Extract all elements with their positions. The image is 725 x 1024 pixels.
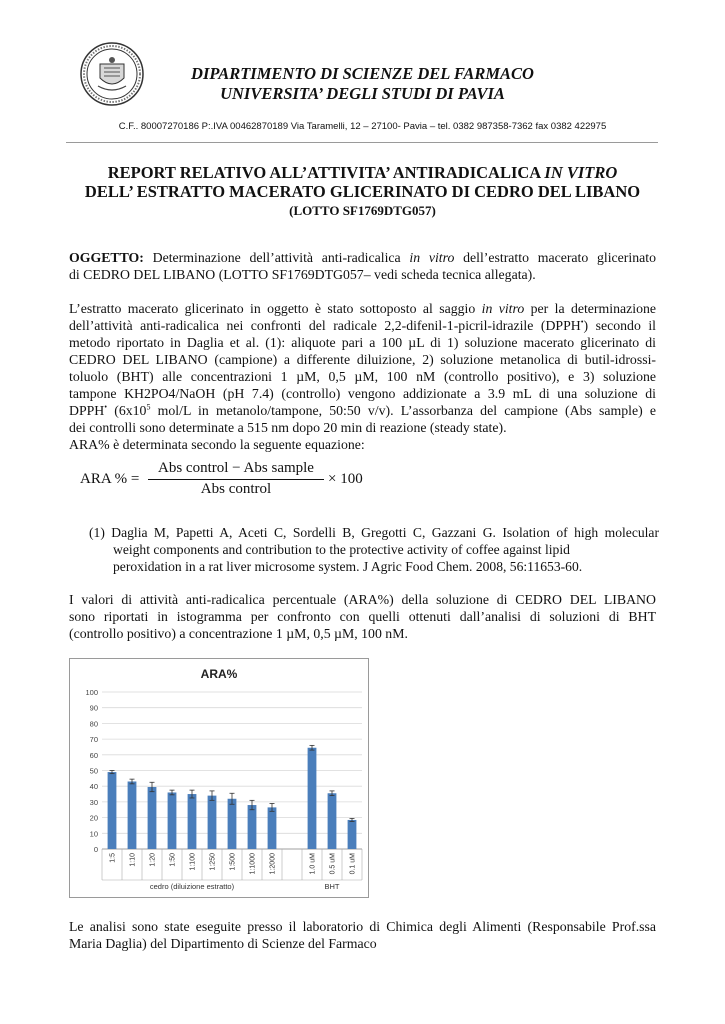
text: per la determinazione xyxy=(524,301,656,316)
y-tick-label: 70 xyxy=(89,735,98,745)
results-paragraph xyxy=(69,591,656,642)
text: L’estratto macerato glicerinato in oggetto è stato sottoposto al saggio xyxy=(69,301,482,316)
lotto-label: (LOTTO SF1769DTG057) xyxy=(289,203,436,218)
formula-denominator: Abs control xyxy=(200,481,272,497)
text-line: tampone KH2PO4/NaOH (pH 7.4) (controllo) vengono addizionate a 3.9 mL di una soluzione di xyxy=(69,386,656,401)
chart-title: ARA% xyxy=(200,667,238,681)
report-title-line1 xyxy=(40,163,685,183)
superscript: • xyxy=(104,402,108,412)
title-text: REPORT RELATIVO ALL’ATTIVITA’ ANTIRADICALICA xyxy=(107,163,545,182)
y-tick-label: 20 xyxy=(89,813,98,823)
x-tick-label: 1:500 xyxy=(229,853,237,871)
text-line: CEDRO DEL LIBANO (campione) a differente diluizione, 2) soluzione metanolica di butil-idrossi- xyxy=(69,352,656,367)
text: dell’estratto macerato glicerinato xyxy=(454,250,656,265)
text: DPPH xyxy=(69,403,105,418)
x-tick-label: 0.5 uM xyxy=(329,853,337,875)
x-tick-label: 1.0 uM xyxy=(309,853,317,875)
y-tick-label: 50 xyxy=(89,766,98,776)
text-line: Maria Daglia) del Dipartimento di Scienze del Farmaco xyxy=(69,936,377,951)
bar xyxy=(208,796,217,849)
text-line: metodo riportato in Daglia et al. (1): aliquote pari a 100 µL di 1) soluzione macerato glicerinato di xyxy=(69,335,656,350)
university-seal xyxy=(80,42,144,106)
method-paragraph xyxy=(69,300,656,453)
oggetto-label: OGGETTO: xyxy=(69,250,144,265)
formula-numerator: Abs control − Abs sample xyxy=(158,460,314,476)
text-line: Le analisi sono state eseguite presso il laboratorio di Chimica degli Alimenti (Responsabile Prof.ssa xyxy=(69,919,656,934)
bar xyxy=(188,794,197,849)
text: dell’attività anti-radicalica nei confronti del radicale 2,2-difenil-1-picril-idrazile (DPPH xyxy=(69,318,581,333)
header-divider xyxy=(66,142,658,143)
x-tick-label: 1:10 xyxy=(129,853,137,867)
text-line: dei controlli sono determinate a 515 nm dopo 20 min di reazione (steady state). xyxy=(69,420,507,435)
bar xyxy=(308,748,317,849)
ara-bar-chart xyxy=(69,658,369,898)
oggetto-paragraph xyxy=(69,249,656,283)
text-line: peroxidation in a rat liver microsome system. J Agric Food Chem. 2008, 56:11653-60. xyxy=(113,559,583,574)
text: ) secondo il xyxy=(583,318,656,333)
text: mol/L in metanolo/tampone, 50:50 v/v). L’assorbanza del campione (Abs sample) e xyxy=(150,403,656,418)
in-vitro-text: in vitro xyxy=(409,250,455,265)
bar xyxy=(348,820,357,849)
text: Determinazione dell’attività anti-radicalica xyxy=(143,250,410,265)
y-tick-label: 60 xyxy=(89,750,98,760)
formula-rhs: × 100 xyxy=(328,471,363,487)
contact-info: C.F.. 80007270186 P:.IVA 00462870189 Via Taramelli, 12 – 27100- Pavia – tel. 0382 987358-7362 fax 0382 422975 xyxy=(118,121,607,132)
footer-paragraph xyxy=(69,918,656,952)
reference-entry xyxy=(89,524,659,575)
text-line: weight components and contribution to the protective activity of coffee against lipid xyxy=(113,542,570,557)
title-in-vitro: IN VITRO xyxy=(544,163,618,182)
fraction-bar xyxy=(148,479,324,480)
text: (6x10 xyxy=(107,403,147,418)
y-tick-label: 0 xyxy=(93,845,98,854)
university-name: UNIVERSITA’ DEGLI STUDI DI PAVIA xyxy=(220,84,505,103)
y-tick-label: 80 xyxy=(89,719,98,729)
ara-formula xyxy=(80,460,370,500)
x-tick-label: 1:5 xyxy=(109,853,117,863)
bar xyxy=(148,787,157,849)
bar xyxy=(168,792,177,849)
department-name: DIPARTIMENTO DI SCIENZE DEL FARMACO xyxy=(191,64,534,83)
chart-canvas xyxy=(69,658,369,898)
y-tick-label: 90 xyxy=(89,703,98,713)
bar xyxy=(108,772,117,849)
x-tick-label: 1:50 xyxy=(169,853,177,867)
bar xyxy=(128,781,137,849)
bar xyxy=(228,799,237,849)
text-line: ARA% è determinata secondo la seguente equazione: xyxy=(69,437,365,452)
y-tick-label: 40 xyxy=(89,782,98,792)
bar xyxy=(248,805,257,849)
x-tick-label: 0.1 uM xyxy=(349,853,357,875)
formula-lhs: ARA % = xyxy=(80,471,140,487)
text-line: (1) Daglia M, Papetti A, Aceti C, Sordelli B, Gregotti C, Gazzani G. Isolation of high molecular xyxy=(89,525,659,540)
bar xyxy=(328,793,337,849)
x-tick-label: 1:2000 xyxy=(269,853,277,875)
x-tick-label: 1:1000 xyxy=(249,853,257,875)
text-line: (controllo positivo) a concentrazione 1 µM, 0,5 µM, 100 nM. xyxy=(69,626,408,641)
x-tick-label: 1:100 xyxy=(189,853,197,871)
group-label: cedro (diluizione estratto) xyxy=(149,882,235,891)
superscript: • xyxy=(580,317,584,327)
text-line: toluolo (BHT) alle concentrazioni 1 µM, 0,5 µM, 100 nM (controllo positivo), e 3) soluzione xyxy=(69,369,656,384)
text-line: di CEDRO DEL LIBANO (LOTTO SF1769DTG057– vedi scheda tecnica allegata). xyxy=(69,267,536,282)
y-tick-label: 30 xyxy=(89,797,98,807)
y-tick-label: 10 xyxy=(89,829,98,839)
superscript: 5 xyxy=(146,402,151,412)
x-tick-label: 1:20 xyxy=(149,853,157,867)
report-title-line2: DELL’ ESTRATTO MACERATO GLICERINATO DI CEDRO DEL LIBANO xyxy=(84,182,641,201)
group-label: BHT xyxy=(324,882,340,891)
text-line: sono riportati in istogramma per confronto con quelli ottenuti dall’analisi di soluzioni di BHT xyxy=(69,609,656,624)
in-vitro-text: in vitro xyxy=(481,301,525,316)
x-tick-label: 1:250 xyxy=(209,853,217,871)
bar xyxy=(268,807,277,849)
y-tick-label: 100 xyxy=(85,688,98,697)
text-line: I valori di attività anti-radicalica percentuale (ARA%) della soluzione di CEDRO DEL LIBANO xyxy=(69,592,656,607)
